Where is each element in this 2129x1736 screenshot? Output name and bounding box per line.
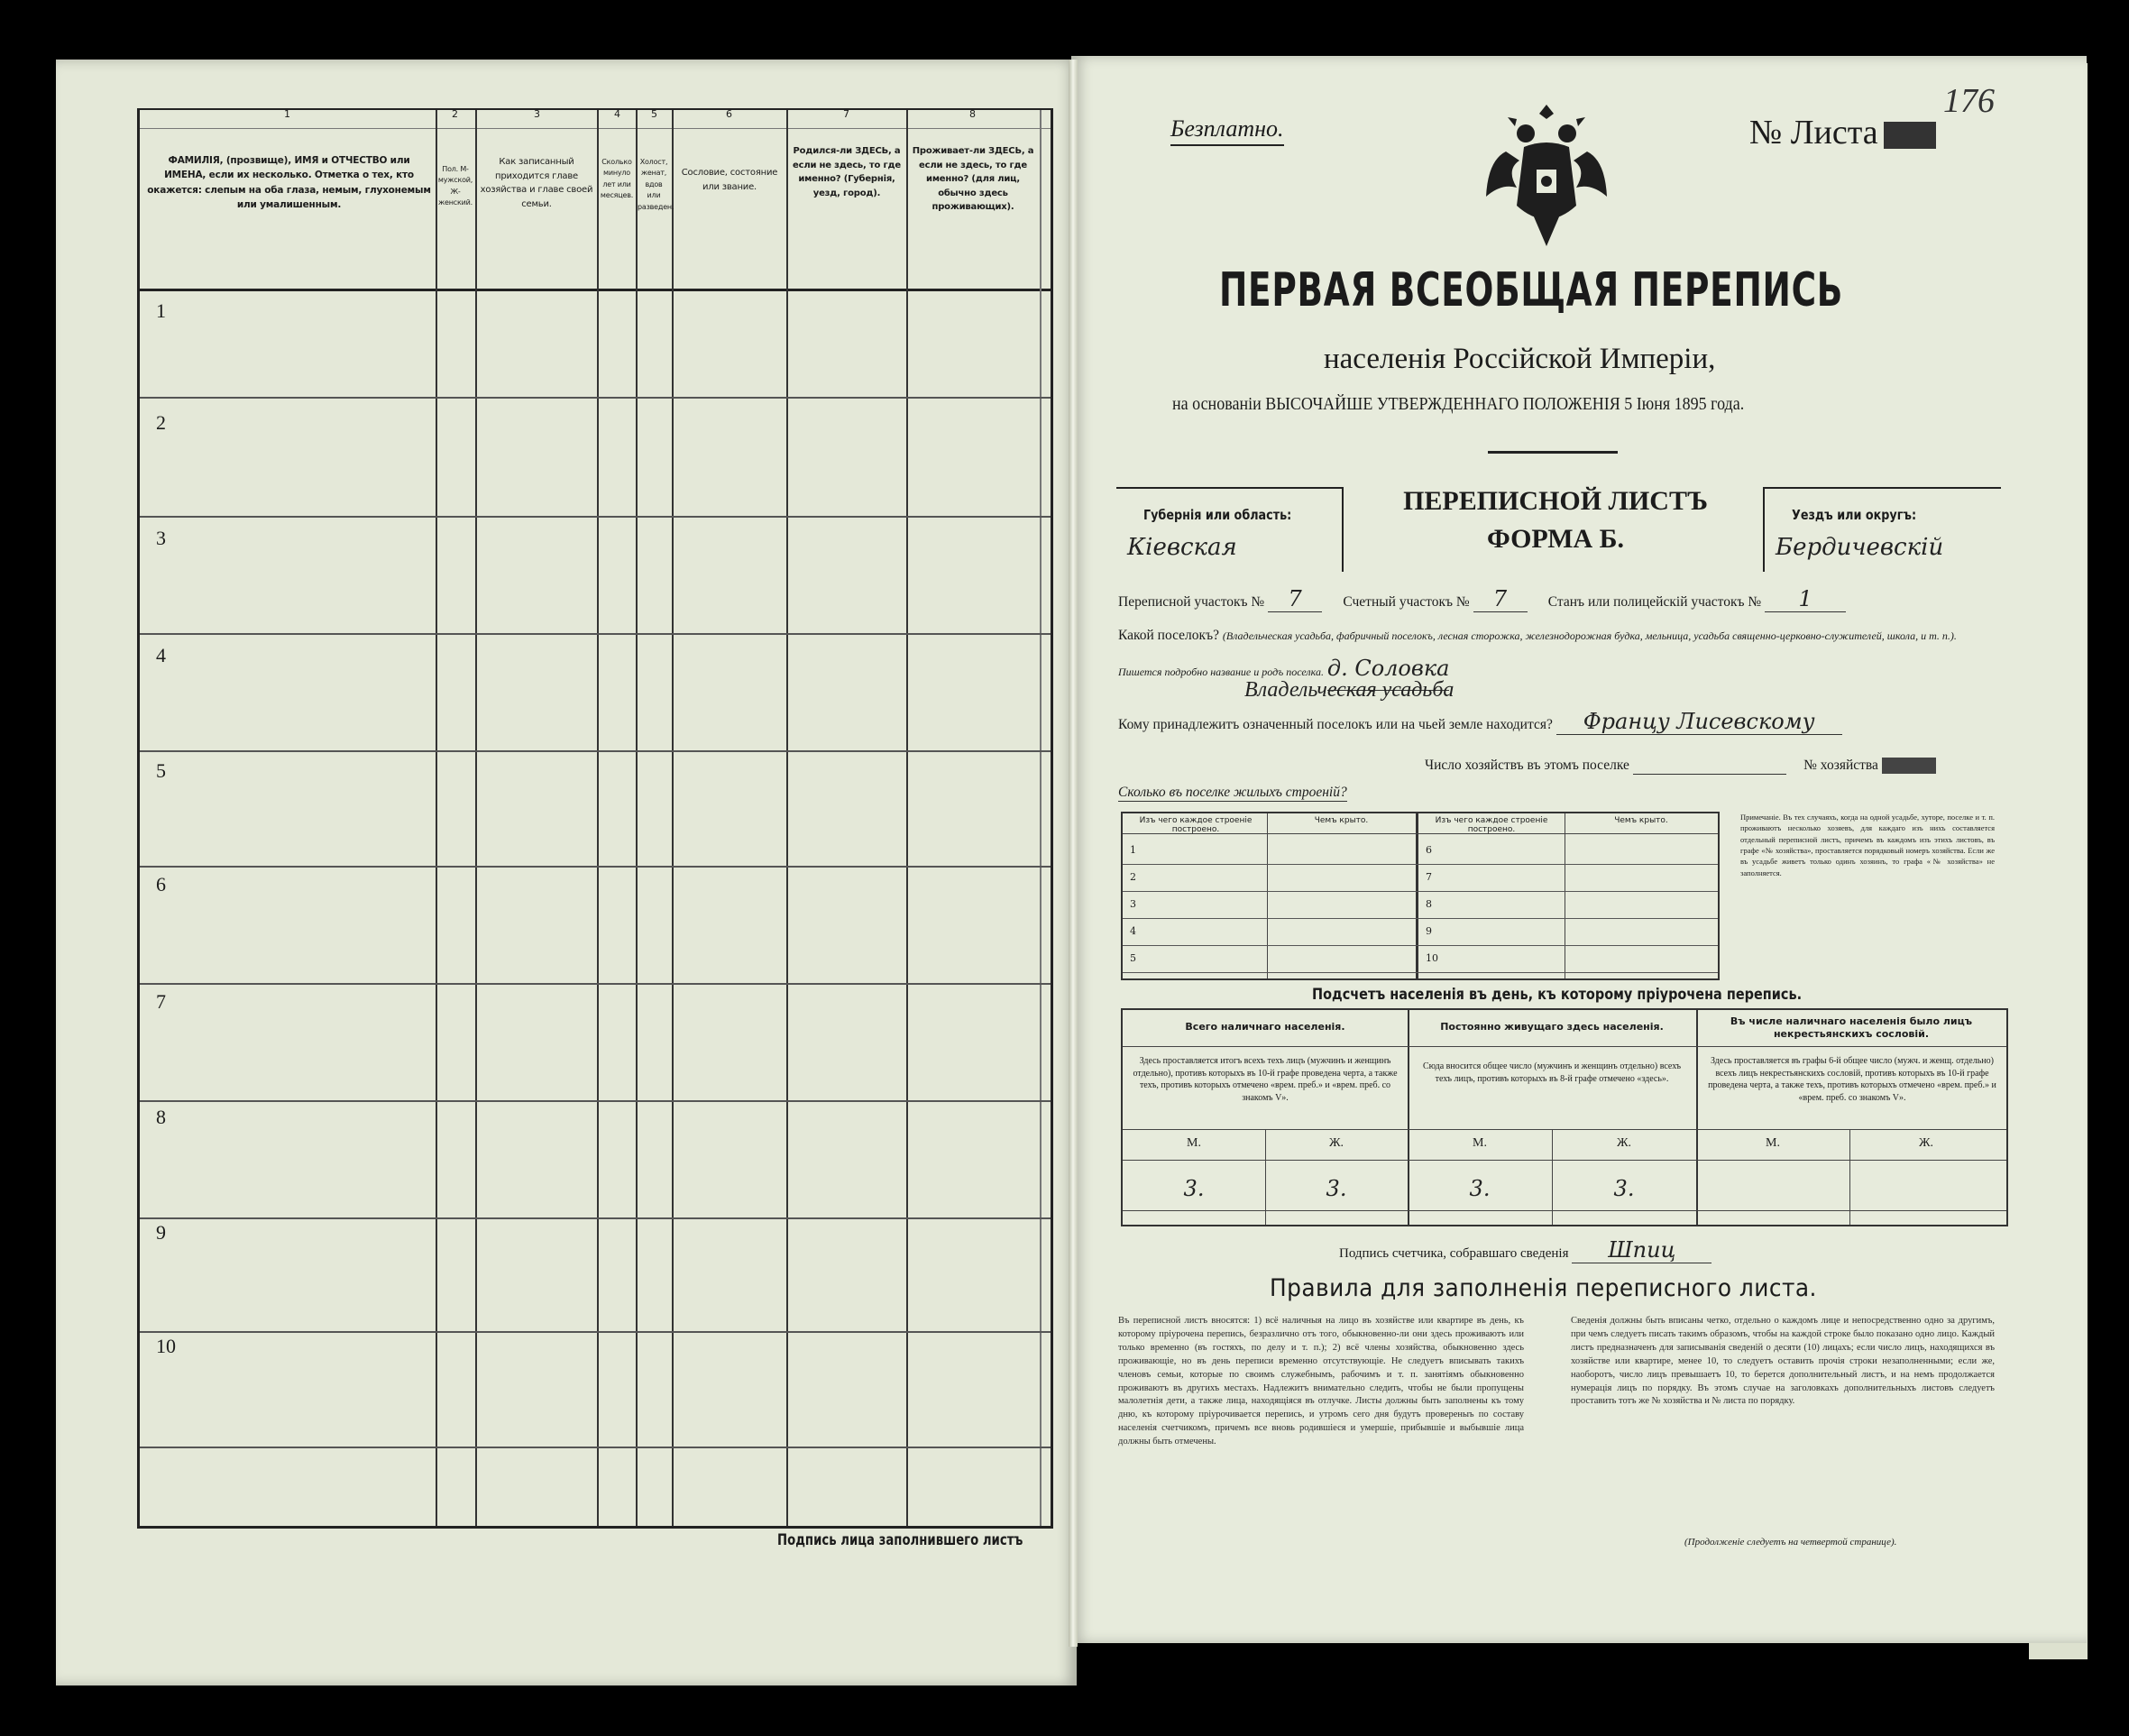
rules-continued: (Продолженіе следуетъ на четвертой странице). (1684, 1537, 1897, 1548)
structures-head-roof: Чемъ крыто. (1314, 816, 1369, 825)
col-divider (597, 110, 599, 1526)
row-number: 9 (156, 1221, 166, 1244)
row-divider (1123, 1210, 2006, 1211)
pop-head-non-peasant: Въ числе наличнаго населенія было лицъ некрестьянскихъ сословій. (1730, 1015, 1973, 1041)
enumerator-value: Шпиц (1572, 1237, 1711, 1263)
settlement-hint: (Владельческая усадьба, фабричный поселокъ, лесная сторожка, железнодорожная будка, мельница, усадьба священно-церковно-служителей, школа, и т. п.). Пишется подробно название и родъ поселка. (1118, 629, 1957, 679)
table-colnum-divider (140, 128, 1051, 129)
structures-row-number: 8 (1426, 898, 1432, 910)
structures-row-number: 9 (1426, 925, 1432, 937)
row-number: 5 (156, 759, 166, 782)
structures-head-material: Изъ чего каждое строеніе построено. (1435, 816, 1548, 834)
row-divider (140, 1447, 1051, 1448)
pop-desc-non-peasant: Здесь проставляется въ графы 6-й общее число (мужч. и женщ. отдельно) всехъ лицъ некрестьянскихъ сословій, противъ которыхъ въ 10-й графе проведена черта, а также техъ, противъ которыхъ отмечено «врем. преб.» и «врем. преб. со знакомъ V». (1708, 1056, 1996, 1103)
settlement-value-village: д. Соловка (1327, 648, 1450, 691)
row-number: 1 (156, 299, 166, 322)
pop-sex-female: Ж. (1616, 1136, 1632, 1150)
structures-row-number: 6 (1426, 844, 1432, 856)
table-header-divider (140, 289, 1051, 291)
row-number: 2 (156, 411, 166, 434)
col-number: 8 (969, 108, 976, 120)
census-table (137, 108, 1053, 1529)
document-subtitle: населенія Россійской Имперіи, (1324, 343, 1716, 375)
col-divider (906, 110, 908, 1526)
row-number: 7 (156, 990, 166, 1013)
owner-label: Кому принадлежитъ означенный поселокъ или на чьей земле находится? (1118, 717, 1553, 732)
page-mark: 176 (1943, 82, 1995, 120)
households-line (1425, 758, 1936, 775)
uezd-label: Уездъ или округъ: (1792, 507, 1917, 523)
districts-line (1118, 586, 1846, 612)
uezd-value: Бердичевскiй (1776, 534, 1944, 561)
households-label: Число хозяйствъ въ этомъ поселке (1425, 758, 1629, 773)
enumerator-label: Подпись счетчика, собравшаго сведенія (1339, 1246, 1569, 1261)
col-header-name: ФАМИЛІЯ, (прозвище), ИМЯ и ОТЧЕСТВО или ИМЕНА, если их несколько. Отметка о тех, кто окажется: слепым на оба глаза, немым, глухонемым или умалишенным. (147, 155, 431, 210)
structures-table (1121, 812, 1720, 980)
book-spine (1069, 60, 1078, 1647)
note-text: Примечаніе. Въ тех случаяхъ, когда на одной усадьбе, хуторе, поселке и т. п. проживаютъ несколько хозяевъ, для каждаго изъ нихъ составляется отдельный переписной листъ, причемъ въ каждомъ изъ этихъ листовъ, въ графе «№ хозяйства», проставляется порядковый номеръ хозяйства. Если же въ усадьбе живетъ только одинъ хозяинъ, то графа «№ хозяйства» не заполняется. (1740, 813, 1995, 877)
rules-column-2: Сведенія должны быть вписаны четко, отдельно о каждомъ лице и непосредственно одно за другимъ, при чемъ следуетъ писать такимъ образомъ, чтобы на каждой строке было показано одно лицо. Каждый листъ предназначенъ для записыванія сведеній о десяти (10) лицахъ; если число лицъ, находящихся въ хозяйстве или квартире, менее 10, то следуетъ оставить прочія строки незаполненными; если же, наоборотъ, число лицъ превышаетъ 10, то берется дополнительный листъ, и на немъ продолжается нумерація лицъ по порядку. Въ этомъ случае на заголовкахъ дополнительныхъ листовъ следуетъ проставить тотъ же № хозяйства и № листа по порядку. (1571, 1316, 1995, 1407)
document-basis: на основаніи ВЫСОЧАЙШЕ УТВЕРЖДЕННАГО ПОЛОЖЕНІЯ 5 Іюня 1895 года. (1172, 394, 1745, 414)
rules-column-1: Въ переписной листъ вносятся: 1) всё наличныя на лицо въ хозяйстве или квартире въ день, къ которому пріурочена перепись, безразлично отъ того, обыкновенно-ли они здесь проживаютъ или только временно (въ гостяхъ, по делу и т. п.); 2) всё члены хозяйства, обыкновенно здесь проживающіе, но въ день переписи временно отсутствующіе. Не следуетъ вписывать такихъ членовъ семьи, которые по своимъ служебнымъ, рабочимъ и т. п. занятіямъ обыкновенно проживаютъ въ другихъ местахъ. Надлежитъ внимательно следить, чтобы не были пропущены малолетнія дети, а также лица, находящіяся въ отлучке. Листы должны быть заполнены къ тому дню, къ которому пріурочивается перепись, и утромъ сего дня будутъ провереныъ по составу населенія счетчикомъ, причемъ все вновь родившіеся и умершіе, прибывшіе и выбывшіе лица должны быть отмечены. (1118, 1316, 1524, 1447)
census-district-value: 7 (1268, 586, 1322, 612)
pop-sex-male: М. (1766, 1136, 1780, 1150)
row-divider (140, 633, 1051, 635)
pop-total-male: 3. (1183, 1176, 1205, 1201)
filler-signature-label: Подпись лица заполнившего листъ (777, 1531, 1023, 1549)
col-number: 2 (452, 108, 458, 120)
structures-row-divider (1123, 891, 1718, 892)
owner-value: Францу Лисевскому (1556, 709, 1842, 735)
pop-sex-male: М. (1187, 1136, 1201, 1150)
row-divider (1123, 1160, 2006, 1161)
col-header-sex: Пол. М-мужской, Ж-женский. (437, 165, 473, 207)
structures-row-divider (1123, 945, 1718, 946)
row-number: 6 (156, 873, 166, 896)
col-divider (636, 110, 638, 1526)
sheet-number-stamp (1884, 122, 1936, 149)
household-number-stamp (1882, 758, 1936, 774)
structures-head-roof: Чемъ крыто. (1614, 816, 1668, 825)
owner-line (1118, 709, 1842, 735)
col-number: 7 (843, 108, 849, 120)
structures-row-number: 2 (1130, 871, 1136, 883)
population-count-title: Подсчетъ населенія въ день, къ которому пріурочена перепись. (1312, 986, 1803, 1004)
row-divider (140, 750, 1051, 752)
row-number: 4 (156, 644, 166, 666)
form-title-line2: ФОРМА Б. (1486, 524, 1625, 554)
pop-head-total: Всего наличнаго населенія. (1185, 1021, 1345, 1033)
col-divider (1040, 110, 1042, 1526)
sheet-number (1749, 113, 1936, 152)
col-number: 3 (534, 108, 540, 120)
col-divider (1416, 813, 1418, 978)
pop-desc-permanent: Сюда вносится общее число (мужчинъ и женщинъ отдельно) всехъ техъ лицъ, противъ которыхъ въ 8-й графе отмечено «здесь». (1422, 1061, 1682, 1084)
row-divider (140, 1217, 1051, 1219)
row-divider (140, 516, 1051, 518)
structures-row-divider (1123, 864, 1718, 865)
structures-row-number: 1 (1130, 844, 1136, 856)
gubernia-value: Кiевская (1127, 534, 1237, 561)
settlement-label: Какой поселокъ? (1118, 628, 1219, 643)
col-divider (672, 110, 674, 1526)
population-table (1121, 1008, 2008, 1226)
col-header-estate: Сословие, состояние или звание. (681, 168, 778, 192)
col-divider (1696, 1010, 1698, 1225)
sheet-number-label: № Листа (1749, 114, 1878, 152)
counting-district-label: Счетный участокъ № (1343, 594, 1470, 610)
col-header-birthplace: Родился-ли ЗДЕСЬ, а если не здесь, то где именно? (Губернія, уезд, город). (793, 146, 901, 198)
pop-sex-female: Ж. (1328, 1136, 1344, 1150)
row-divider (140, 1331, 1051, 1333)
double-headed-eagle-icon (1479, 97, 1614, 260)
structures-row-divider (1123, 918, 1718, 919)
row-divider (1123, 1046, 2006, 1047)
uezd-box (1763, 487, 2001, 572)
free-label: Безплатно. (1170, 115, 1284, 146)
enumerator-signature (1339, 1237, 1711, 1263)
structures-head-material: Изъ чего каждое строеніе построено. (1139, 816, 1253, 834)
row-number: 10 (156, 1335, 176, 1357)
police-district-label: Станъ или полицейскій участокъ № (1547, 594, 1762, 610)
row-divider (1123, 1129, 2006, 1130)
col-header-residence: Проживает-ли ЗДЕСЬ, а если не здесь, то где именно? (для лиц, обычно здесь проживающих). (912, 146, 1034, 212)
pop-permanent-female: 3. (1613, 1176, 1635, 1201)
structures-row-divider (1123, 972, 1718, 973)
col-header-relation: Как записанный приходится главе хозяйства и главе своей семьи. (480, 157, 593, 209)
household-number-label: № хозяйства (1803, 758, 1878, 773)
police-district-value: 1 (1765, 586, 1846, 612)
col-number: 6 (726, 108, 732, 120)
row-number: 8 (156, 1106, 166, 1128)
row-divider (140, 397, 1051, 399)
row-divider (140, 1100, 1051, 1102)
rules-title: Правила для заполненія переписного листа. (1270, 1274, 1817, 1302)
col-divider (475, 110, 477, 1526)
col-header-age: Сколько минуло лет или месяцев. (600, 158, 634, 200)
pop-head-permanent: Постоянно живущаго здесь населенія. (1440, 1021, 1664, 1033)
pop-sex-female: Ж. (1918, 1136, 1934, 1150)
row-number: 3 (156, 527, 166, 549)
row-divider (140, 983, 1051, 985)
col-divider (786, 110, 788, 1526)
structures-row-number: 3 (1130, 898, 1136, 910)
dwellings-label: Сколько въ поселке жилыхъ строеній? (1118, 785, 1347, 800)
pop-sex-male: М. (1473, 1136, 1487, 1150)
counting-district-value: 7 (1473, 586, 1528, 612)
form-title (1371, 482, 1740, 558)
dwellings-line (1118, 785, 1347, 802)
col-number: 5 (651, 108, 657, 120)
gubernia-box (1116, 487, 1344, 572)
col-divider (1267, 813, 1268, 978)
pop-permanent-male: 3. (1469, 1176, 1491, 1201)
pop-desc-total: Здесь проставляется итогъ всехъ техъ лицъ (мужчинъ и женщинъ отдельно), противъ которыхъ въ 10-й графе проведена черта, а также техъ, противъ которыхъ отмечено «врем. преб.» и «врем. преб. со знакомъ V». (1133, 1056, 1398, 1103)
settlement-value-estate: Владельческая усадьба (1244, 678, 1455, 702)
col-header-marital: Холост, женат, вдов или разведен. (638, 158, 674, 211)
structures-row-number: 4 (1130, 925, 1136, 937)
pop-total-female: 3. (1326, 1176, 1347, 1201)
form-title-line1: ПЕРЕПИСНОЙ ЛИСТЪ (1403, 486, 1708, 516)
row-divider (140, 866, 1051, 868)
structures-row-number: 10 (1426, 952, 1438, 964)
col-number: 1 (284, 108, 290, 120)
structures-row-number: 5 (1130, 952, 1136, 964)
col-divider (436, 110, 437, 1526)
census-district-label: Переписной участокъ № (1118, 594, 1265, 610)
title-divider (1488, 451, 1618, 454)
document-title: ПЕРВАЯ ВСЕОБЩАЯ ПЕРЕПИСЬ (1219, 263, 1844, 317)
gubernia-label: Губернія или область: (1143, 507, 1292, 523)
col-number: 4 (614, 108, 620, 120)
structures-row-number: 7 (1426, 871, 1432, 883)
